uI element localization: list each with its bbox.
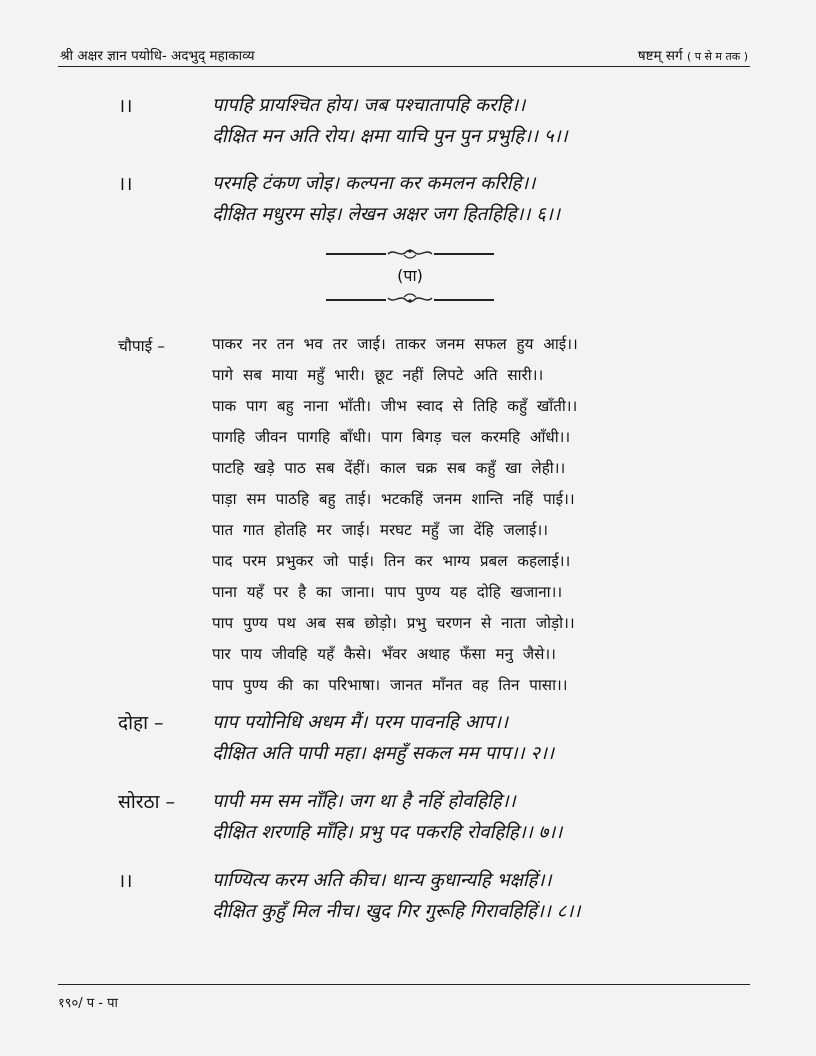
verse-label: ।। [118, 95, 133, 117]
chaupai-line: पाप पुण्य पथ अब सब छोड़ो। प्रभु चरणन से नाता जोड़ो।। [212, 614, 575, 632]
chaupai-line: पात गात होतहि मर जाई। मरघट महुँ जा देंहि जलाई।। [212, 521, 548, 539]
verse-line: दीक्षित अति पापी महा। क्षमहुँ सकल मम पाप।। २।। [212, 743, 555, 764]
chaupai-label: चौपाई – [118, 337, 165, 355]
verse-label: ।। [118, 870, 133, 892]
chaupai-line: पार पाय जीवहि यहँ कैसे। भँवर अथाह फँसा मनु जैसे।। [212, 645, 556, 663]
verse-line: पाण्यित्य करम अति कीच। धान्य कुधान्यहि भक्षहिं।। [212, 870, 552, 891]
verse-line: पाप पयोनिधि अधम मैं। परम पावनहि आप।। [212, 712, 509, 733]
page-number: १९०/ प - पा [58, 996, 118, 1011]
chaupai-line: पाना यहँ पर है का जाना। पाप पुण्य यह दोहि खजाना।। [212, 583, 563, 601]
verse-line: पापहि प्रायश्चित होय। जब पश्चातापहि करहि।। [212, 95, 526, 116]
chaupai-line: पाकर नर तन भव तर जाई। ताकर जनम सफल हुय आई।। [212, 335, 578, 353]
verse-line: परमहि टंकण जोइ। कल्पना कर कमलन करिहि।। [212, 173, 536, 194]
section-heading [326, 246, 494, 306]
verse-line: दीक्षित कुहुँ मिल नीच। खुद गिर गुरूहि गिरावहिहिं।। ८।। [212, 901, 581, 922]
verse-label: ।। [118, 173, 133, 195]
chaupai-line: पाप पुण्य की का परिभाषा। जानत माँनत वह तिन पासा।। [212, 676, 568, 694]
chapter-range: ( प से म तक ) [686, 50, 748, 63]
page-footer [58, 984, 750, 1011]
flourish-icon [386, 246, 434, 260]
chaupai-line: पाक पाग बहु नाना भाँती। जीभ स्वाद से तिहि कहुँ खाँती।। [212, 397, 578, 415]
chapter-title [638, 46, 748, 64]
verse-label: सोरठा – [118, 791, 176, 813]
verse-line: दीक्षित मन अति रोय। क्षमा याचि पुन पुन प्रभुहि।। ५।। [212, 126, 568, 147]
chaupai-line: पाद परम प्रभुकर जो पाई। तिन कर भाग्य प्रबल कहलाई।। [212, 552, 571, 570]
chaupai-line: पागहि जीवन पागहि बाँधी। पाग बिगड़ चल करमहि आँधी।। [212, 428, 571, 446]
ornament-divider-top [326, 246, 494, 260]
page-header [58, 44, 750, 67]
flourish-icon [386, 292, 434, 306]
section-title: (पा) [397, 266, 423, 285]
chaupai-line: पाटहि खड़े पाठ सब देंहीं। काल चक्र सब कहुँ खा लेही।। [212, 459, 566, 477]
chapter-name: षष्टम् सर्ग [637, 48, 683, 64]
book-title: श्री अक्षर ज्ञान पयोधि- अदभुद् महाकाव्य [60, 48, 255, 64]
ornament-divider-bottom [326, 292, 494, 306]
chaupai-line: पागे सब माया महुँ भारी। छूट नहीं लिपटे अति सारी।। [212, 366, 544, 384]
verse-line: दीक्षित शरणहि माँहि। प्रभु पद पकरहि रोवहिहि।। ७।। [212, 822, 563, 843]
chaupai-line: पाड़ा सम पाठहि बहु ताई। भटकहिं जनम शान्ति नहिं पाई।। [212, 490, 575, 508]
verse-label: दोहा – [118, 712, 164, 734]
verse-line: दीक्षित मधुरम सोइ। लेखन अक्षर जग हितहिहि।। ६।। [212, 204, 560, 225]
verse-line: पापी मम सम नाँहि। जग था है नहिं होवहिहि।। [212, 791, 516, 812]
